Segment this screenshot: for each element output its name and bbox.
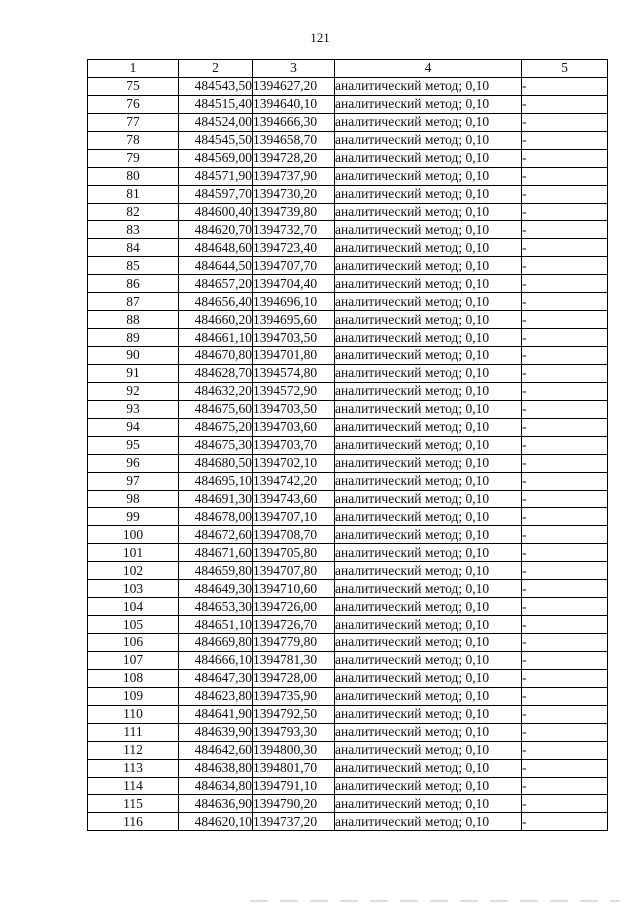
description-cell: - — [522, 185, 608, 203]
point-number-cell: 81 — [88, 185, 179, 203]
description-cell: - — [522, 472, 608, 490]
x-coordinate-cell: 484678,00 — [179, 508, 253, 526]
table-row — [88, 741, 608, 759]
method-cell: аналитический метод; 0,10 — [335, 382, 522, 400]
y-coordinate-cell: 1394703,50 — [253, 400, 335, 418]
point-number-cell: 96 — [88, 454, 179, 472]
method-cell: аналитический метод; 0,10 — [335, 275, 522, 293]
point-number-cell: 97 — [88, 472, 179, 490]
point-number-cell: 77 — [88, 113, 179, 131]
table-row — [88, 77, 608, 95]
method-cell: аналитический метод; 0,10 — [335, 203, 522, 221]
x-coordinate-cell: 484641,90 — [179, 705, 253, 723]
x-coordinate-cell: 484569,00 — [179, 149, 253, 167]
x-coordinate-cell: 484675,30 — [179, 436, 253, 454]
point-number-cell: 90 — [88, 347, 179, 365]
description-cell: - — [522, 364, 608, 382]
method-cell: аналитический метод; 0,10 — [335, 149, 522, 167]
point-number-cell: 112 — [88, 741, 179, 759]
y-coordinate-cell: 1394791,10 — [253, 777, 335, 795]
x-coordinate-cell: 484623,80 — [179, 687, 253, 705]
point-number-cell: 76 — [88, 95, 179, 113]
y-coordinate-cell: 1394707,70 — [253, 257, 335, 275]
method-cell: аналитический метод; 0,10 — [335, 436, 522, 454]
y-coordinate-cell: 1394703,50 — [253, 329, 335, 347]
method-cell: аналитический метод; 0,10 — [335, 544, 522, 562]
x-coordinate-cell: 484672,60 — [179, 526, 253, 544]
x-coordinate-cell: 484524,00 — [179, 113, 253, 131]
x-coordinate-cell: 484632,20 — [179, 382, 253, 400]
y-coordinate-cell: 1394695,60 — [253, 311, 335, 329]
x-coordinate-cell: 484545,50 — [179, 131, 253, 149]
point-number-cell: 89 — [88, 329, 179, 347]
method-cell: аналитический метод; 0,10 — [335, 257, 522, 275]
point-number-cell: 82 — [88, 203, 179, 221]
table-row — [88, 562, 608, 580]
point-number-cell: 75 — [88, 77, 179, 95]
scan-artifact — [250, 900, 620, 902]
table-row — [88, 347, 608, 365]
method-cell: аналитический метод; 0,10 — [335, 705, 522, 723]
description-cell: - — [522, 77, 608, 95]
table-row — [88, 454, 608, 472]
table-row — [88, 526, 608, 544]
x-coordinate-cell: 484661,10 — [179, 329, 253, 347]
y-coordinate-cell: 1394739,80 — [253, 203, 335, 221]
method-cell: аналитический метод; 0,10 — [335, 598, 522, 616]
description-cell: - — [522, 329, 608, 347]
x-coordinate-cell: 484639,90 — [179, 723, 253, 741]
point-number-cell: 92 — [88, 382, 179, 400]
table-row — [88, 293, 608, 311]
method-cell: аналитический метод; 0,10 — [335, 77, 522, 95]
x-coordinate-cell: 484628,70 — [179, 364, 253, 382]
table-row — [88, 221, 608, 239]
point-number-cell: 95 — [88, 436, 179, 454]
table-row — [88, 490, 608, 508]
y-coordinate-cell: 1394723,40 — [253, 239, 335, 257]
x-coordinate-cell: 484620,70 — [179, 221, 253, 239]
table-row — [88, 95, 608, 113]
table-row — [88, 705, 608, 723]
y-coordinate-cell: 1394737,90 — [253, 167, 335, 185]
point-number-cell: 108 — [88, 669, 179, 687]
method-cell: аналитический метод; 0,10 — [335, 651, 522, 669]
point-number-cell: 101 — [88, 544, 179, 562]
method-cell: аналитический метод; 0,10 — [335, 167, 522, 185]
method-cell: аналитический метод; 0,10 — [335, 418, 522, 436]
description-cell: - — [522, 293, 608, 311]
point-number-cell: 94 — [88, 418, 179, 436]
x-coordinate-cell: 484653,30 — [179, 598, 253, 616]
description-cell: - — [522, 113, 608, 131]
point-number-cell: 116 — [88, 813, 179, 831]
header-row — [88, 60, 608, 78]
table-row — [88, 275, 608, 293]
x-coordinate-cell: 484695,10 — [179, 472, 253, 490]
description-cell: - — [522, 454, 608, 472]
description-cell: - — [522, 777, 608, 795]
table-row — [88, 723, 608, 741]
coordinates-table — [87, 59, 608, 831]
x-coordinate-cell: 484691,30 — [179, 490, 253, 508]
y-coordinate-cell: 1394800,30 — [253, 741, 335, 759]
table-row — [88, 777, 608, 795]
x-coordinate-cell: 484515,40 — [179, 95, 253, 113]
table-row — [88, 149, 608, 167]
table-row — [88, 687, 608, 705]
point-number-cell: 109 — [88, 687, 179, 705]
table-row — [88, 795, 608, 813]
point-number-cell: 84 — [88, 239, 179, 257]
table-row — [88, 436, 608, 454]
point-number-cell: 113 — [88, 759, 179, 777]
method-cell: аналитический метод; 0,10 — [335, 454, 522, 472]
y-coordinate-cell: 1394793,30 — [253, 723, 335, 741]
point-number-cell: 102 — [88, 562, 179, 580]
x-coordinate-cell: 484620,10 — [179, 813, 253, 831]
method-cell: аналитический метод; 0,10 — [335, 580, 522, 598]
x-coordinate-cell: 484648,60 — [179, 239, 253, 257]
description-cell: - — [522, 741, 608, 759]
table-row — [88, 364, 608, 382]
column-header-method: 4 — [335, 60, 522, 78]
description-cell: - — [522, 651, 608, 669]
description-cell: - — [522, 167, 608, 185]
x-coordinate-cell: 484656,40 — [179, 293, 253, 311]
point-number-cell: 88 — [88, 311, 179, 329]
y-coordinate-cell: 1394743,60 — [253, 490, 335, 508]
description-cell: - — [522, 705, 608, 723]
y-coordinate-cell: 1394640,10 — [253, 95, 335, 113]
table-row — [88, 580, 608, 598]
y-coordinate-cell: 1394781,30 — [253, 651, 335, 669]
table-header — [88, 60, 608, 78]
method-cell: аналитический метод; 0,10 — [335, 221, 522, 239]
table-body — [88, 77, 608, 830]
point-number-cell: 93 — [88, 400, 179, 418]
y-coordinate-cell: 1394792,50 — [253, 705, 335, 723]
table-row — [88, 472, 608, 490]
y-coordinate-cell: 1394703,70 — [253, 436, 335, 454]
description-cell: - — [522, 616, 608, 634]
x-coordinate-cell: 484675,60 — [179, 400, 253, 418]
y-coordinate-cell: 1394707,80 — [253, 562, 335, 580]
method-cell: аналитический метод; 0,10 — [335, 634, 522, 652]
x-coordinate-cell: 484571,90 — [179, 167, 253, 185]
description-cell: - — [522, 598, 608, 616]
x-coordinate-cell: 484675,20 — [179, 418, 253, 436]
y-coordinate-cell: 1394728,00 — [253, 669, 335, 687]
y-coordinate-cell: 1394572,90 — [253, 382, 335, 400]
y-coordinate-cell: 1394702,10 — [253, 454, 335, 472]
method-cell: аналитический метод; 0,10 — [335, 364, 522, 382]
y-coordinate-cell: 1394707,10 — [253, 508, 335, 526]
y-coordinate-cell: 1394574,80 — [253, 364, 335, 382]
method-cell: аналитический метод; 0,10 — [335, 795, 522, 813]
description-cell: - — [522, 436, 608, 454]
column-header-description: 5 — [522, 60, 608, 78]
method-cell: аналитический метод; 0,10 — [335, 490, 522, 508]
description-cell: - — [522, 131, 608, 149]
point-number-cell: 83 — [88, 221, 179, 239]
y-coordinate-cell: 1394735,90 — [253, 687, 335, 705]
y-coordinate-cell: 1394666,30 — [253, 113, 335, 131]
description-cell: - — [522, 311, 608, 329]
y-coordinate-cell: 1394704,40 — [253, 275, 335, 293]
method-cell: аналитический метод; 0,10 — [335, 526, 522, 544]
point-number-cell: 98 — [88, 490, 179, 508]
point-number-cell: 79 — [88, 149, 179, 167]
description-cell: - — [522, 759, 608, 777]
method-cell: аналитический метод; 0,10 — [335, 131, 522, 149]
point-number-cell: 87 — [88, 293, 179, 311]
point-number-cell: 103 — [88, 580, 179, 598]
column-header-x: 2 — [179, 60, 253, 78]
method-cell: аналитический метод; 0,10 — [335, 311, 522, 329]
method-cell: аналитический метод; 0,10 — [335, 508, 522, 526]
point-number-cell: 91 — [88, 364, 179, 382]
table-row — [88, 669, 608, 687]
x-coordinate-cell: 484666,10 — [179, 651, 253, 669]
point-number-cell: 86 — [88, 275, 179, 293]
table-row — [88, 759, 608, 777]
column-header-y: 3 — [253, 60, 335, 78]
method-cell: аналитический метод; 0,10 — [335, 293, 522, 311]
description-cell: - — [522, 723, 608, 741]
method-cell: аналитический метод; 0,10 — [335, 777, 522, 795]
method-cell: аналитический метод; 0,10 — [335, 759, 522, 777]
table-row — [88, 131, 608, 149]
description-cell: - — [522, 149, 608, 167]
method-cell: аналитический метод; 0,10 — [335, 723, 522, 741]
x-coordinate-cell: 484647,30 — [179, 669, 253, 687]
description-cell: - — [522, 669, 608, 687]
method-cell: аналитический метод; 0,10 — [335, 239, 522, 257]
description-cell: - — [522, 203, 608, 221]
method-cell: аналитический метод; 0,10 — [335, 562, 522, 580]
table-row — [88, 311, 608, 329]
description-cell: - — [522, 221, 608, 239]
x-coordinate-cell: 484659,80 — [179, 562, 253, 580]
description-cell: - — [522, 418, 608, 436]
table-row — [88, 382, 608, 400]
y-coordinate-cell: 1394627,20 — [253, 77, 335, 95]
y-coordinate-cell: 1394779,80 — [253, 634, 335, 652]
x-coordinate-cell: 484644,50 — [179, 257, 253, 275]
description-cell: - — [522, 634, 608, 652]
point-number-cell: 115 — [88, 795, 179, 813]
method-cell: аналитический метод; 0,10 — [335, 95, 522, 113]
y-coordinate-cell: 1394705,80 — [253, 544, 335, 562]
point-number-cell: 80 — [88, 167, 179, 185]
table-row — [88, 544, 608, 562]
x-coordinate-cell: 484670,80 — [179, 347, 253, 365]
point-number-cell: 114 — [88, 777, 179, 795]
method-cell: аналитический метод; 0,10 — [335, 741, 522, 759]
description-cell: - — [522, 813, 608, 831]
x-coordinate-cell: 484649,30 — [179, 580, 253, 598]
y-coordinate-cell: 1394696,10 — [253, 293, 335, 311]
table-row — [88, 203, 608, 221]
description-cell: - — [522, 544, 608, 562]
y-coordinate-cell: 1394790,20 — [253, 795, 335, 813]
y-coordinate-cell: 1394726,70 — [253, 616, 335, 634]
x-coordinate-cell: 484636,90 — [179, 795, 253, 813]
y-coordinate-cell: 1394728,20 — [253, 149, 335, 167]
x-coordinate-cell: 484657,20 — [179, 275, 253, 293]
description-cell: - — [522, 490, 608, 508]
page-number: 121 — [310, 30, 330, 45]
x-coordinate-cell: 484669,80 — [179, 634, 253, 652]
method-cell: аналитический метод; 0,10 — [335, 616, 522, 634]
y-coordinate-cell: 1394710,60 — [253, 580, 335, 598]
method-cell: аналитический метод; 0,10 — [335, 687, 522, 705]
y-coordinate-cell: 1394742,20 — [253, 472, 335, 490]
table-row — [88, 508, 608, 526]
point-number-cell: 110 — [88, 705, 179, 723]
y-coordinate-cell: 1394658,70 — [253, 131, 335, 149]
y-coordinate-cell: 1394701,80 — [253, 347, 335, 365]
table-row — [88, 329, 608, 347]
x-coordinate-cell: 484680,50 — [179, 454, 253, 472]
x-coordinate-cell: 484642,60 — [179, 741, 253, 759]
y-coordinate-cell: 1394703,60 — [253, 418, 335, 436]
column-header-point-number: 1 — [88, 60, 179, 78]
description-cell: - — [522, 239, 608, 257]
description-cell: - — [522, 580, 608, 598]
x-coordinate-cell: 484651,10 — [179, 616, 253, 634]
description-cell: - — [522, 382, 608, 400]
method-cell: аналитический метод; 0,10 — [335, 185, 522, 203]
description-cell: - — [522, 257, 608, 275]
table-row — [88, 257, 608, 275]
method-cell: аналитический метод; 0,10 — [335, 669, 522, 687]
y-coordinate-cell: 1394732,70 — [253, 221, 335, 239]
x-coordinate-cell: 484671,60 — [179, 544, 253, 562]
table-row — [88, 634, 608, 652]
x-coordinate-cell: 484634,80 — [179, 777, 253, 795]
table-row — [88, 813, 608, 831]
table-row — [88, 167, 608, 185]
x-coordinate-cell: 484638,80 — [179, 759, 253, 777]
table-row — [88, 185, 608, 203]
method-cell: аналитический метод; 0,10 — [335, 813, 522, 831]
point-number-cell: 106 — [88, 634, 179, 652]
method-cell: аналитический метод; 0,10 — [335, 329, 522, 347]
table-row — [88, 418, 608, 436]
description-cell: - — [522, 562, 608, 580]
point-number-cell: 111 — [88, 723, 179, 741]
point-number-cell: 85 — [88, 257, 179, 275]
description-cell: - — [522, 508, 608, 526]
y-coordinate-cell: 1394708,70 — [253, 526, 335, 544]
x-coordinate-cell: 484597,70 — [179, 185, 253, 203]
table-row — [88, 598, 608, 616]
point-number-cell: 99 — [88, 508, 179, 526]
y-coordinate-cell: 1394737,20 — [253, 813, 335, 831]
description-cell: - — [522, 275, 608, 293]
description-cell: - — [522, 526, 608, 544]
table-row — [88, 400, 608, 418]
y-coordinate-cell: 1394801,70 — [253, 759, 335, 777]
point-number-cell: 105 — [88, 616, 179, 634]
y-coordinate-cell: 1394730,20 — [253, 185, 335, 203]
x-coordinate-cell: 484600,40 — [179, 203, 253, 221]
table-row — [88, 616, 608, 634]
x-coordinate-cell: 484543,50 — [179, 77, 253, 95]
table-row — [88, 651, 608, 669]
description-cell: - — [522, 687, 608, 705]
description-cell: - — [522, 347, 608, 365]
method-cell: аналитический метод; 0,10 — [335, 347, 522, 365]
description-cell: - — [522, 95, 608, 113]
y-coordinate-cell: 1394726,00 — [253, 598, 335, 616]
description-cell: - — [522, 795, 608, 813]
point-number-cell: 78 — [88, 131, 179, 149]
table-row — [88, 113, 608, 131]
point-number-cell: 107 — [88, 651, 179, 669]
x-coordinate-cell: 484660,20 — [179, 311, 253, 329]
method-cell: аналитический метод; 0,10 — [335, 400, 522, 418]
point-number-cell: 100 — [88, 526, 179, 544]
description-cell: - — [522, 400, 608, 418]
table-row — [88, 239, 608, 257]
point-number-cell: 104 — [88, 598, 179, 616]
method-cell: аналитический метод; 0,10 — [335, 472, 522, 490]
method-cell: аналитический метод; 0,10 — [335, 113, 522, 131]
